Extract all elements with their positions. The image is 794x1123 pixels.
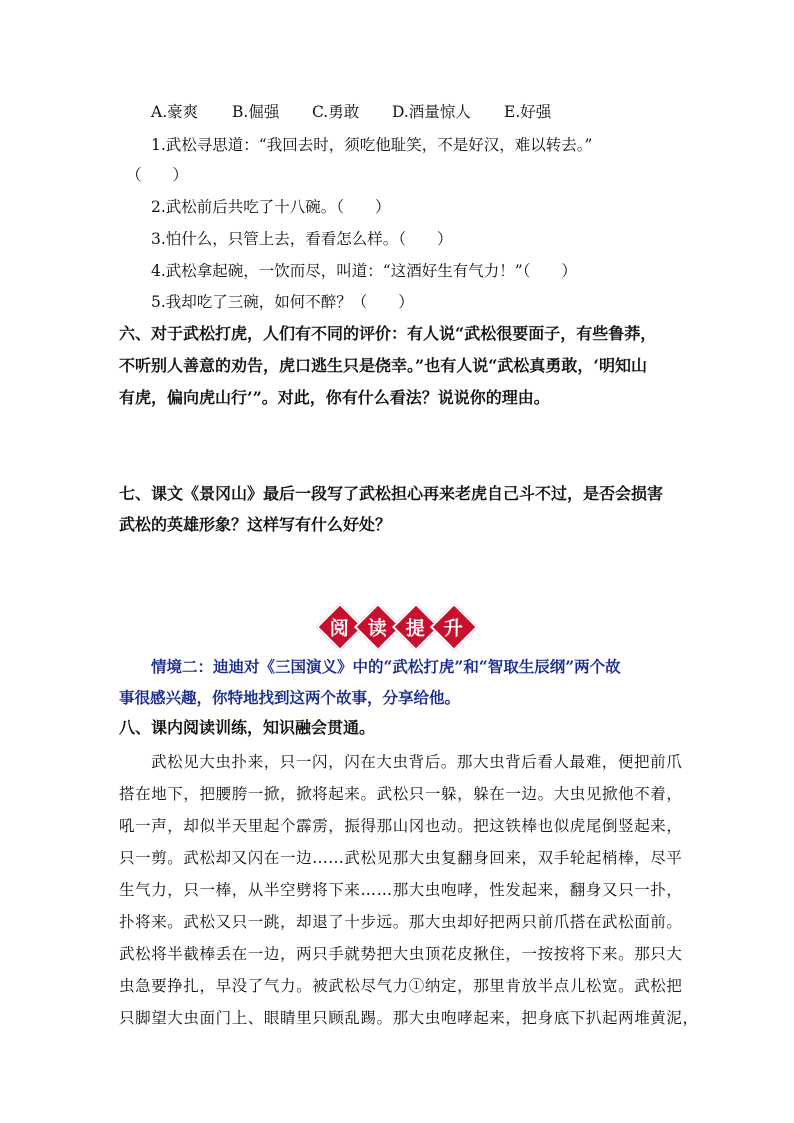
question-1-blank[interactable]: （ ）	[126, 166, 189, 184]
passage-line: 搭在地下，把腰胯一掀，掀将起来。武松只一躲，躲在一边。大虫见掀他不着，	[119, 785, 683, 803]
passage-line: 吼一声，却似半天里起个霹雳，振得那山冈也动。把这铁棒也似虎尾倒竖起来，	[119, 817, 683, 835]
scenario-line2: 事很感兴趣，你特地找到这两个故事，分享给他。	[119, 688, 461, 707]
passage-line: 生气力，只一棒，从半空劈将下来……那大虫咆哮，性发起来，翻身又只一扑，	[119, 881, 683, 899]
question-4: 4.武松拿起碗，一饮而尽，叫道：“这酒好生有气力！”（ ）	[151, 262, 577, 280]
banner-char: 升	[444, 617, 464, 640]
passage-line: 扑将来。武松又只一跳，却退了十步远。那大虫却好把两只前爪搭在武松面前。	[119, 913, 683, 931]
passage-line: 只一剪。武松却又闪在一边……武松见那大虫复翻身回来，双手轮起梢棒，尽平	[119, 849, 683, 867]
passage-line: 武松见大虫扑来，只一闪，闪在大虫背后。那大虫背后看人最难，便把前爪	[151, 753, 683, 771]
section6-line3: 有虎，偏向虎山行’”。对此，你有什么看法？说说你的理由。	[119, 388, 550, 407]
banner-char: 读	[368, 617, 388, 640]
option-c: C.勇敢	[312, 103, 360, 121]
option-b: B.倔强	[232, 103, 280, 121]
section8-title: 八、课内阅读训练，知识融会贯通。	[119, 718, 376, 737]
scenario-line1: 情境二：迪迪对《三国演义》中的“武松打虎”和“智取生辰纲”两个故	[151, 657, 621, 676]
passage-line: 只脚望大虫面门上、眼睛里只顾乱踢。那大虫咆哮起来，把身底下扒起两堆黄泥，	[119, 1009, 699, 1027]
option-d: D.酒量惊人	[392, 103, 471, 121]
section7-line1: 七、课文《景冈山》最后一段写了武松担心再来老虎自己斗不过，是否会损害	[119, 484, 664, 503]
option-a: A.豪爽	[151, 103, 199, 121]
question-1: 1.武松寻思道：“我回去时，须吃他耻笑，不是好汉，难以转去。”	[151, 136, 593, 154]
question-2: 2.武松前后共吃了十八碗。（ ）	[151, 198, 391, 216]
question-5: 5.我却吃了三碗，如何不醉？（ ）	[151, 293, 414, 311]
banner-tile	[430, 603, 478, 651]
reading-banner	[323, 606, 471, 650]
section6-line2: 不听别人善意的劝告，虎口逃生只是侥幸。”也有人说“武松真勇敢，‘明知山	[119, 356, 647, 375]
passage-line: 武松将半截棒丢在一边，两只手就势把大虫顶花皮揪住，一按按将下来。那只大	[119, 945, 683, 963]
banner-char: 阅	[330, 617, 350, 640]
question-3: 3.怕什么，只管上去，看看怎么样。（ ）	[151, 230, 453, 248]
banner-char: 提	[406, 617, 426, 640]
section6-line1: 六、对于武松打虎，人们有不同的评价：有人说“武松很要面子，有些鲁莽，	[119, 324, 657, 343]
option-e: E.好强	[504, 103, 552, 121]
passage-line: 虫急要挣扎，早没了气力。被武松尽气力①纳定，那里肯放半点儿松宽。武松把	[119, 977, 683, 995]
section7-line2: 武松的英雄形象？这样写有什么好处？	[119, 515, 392, 534]
